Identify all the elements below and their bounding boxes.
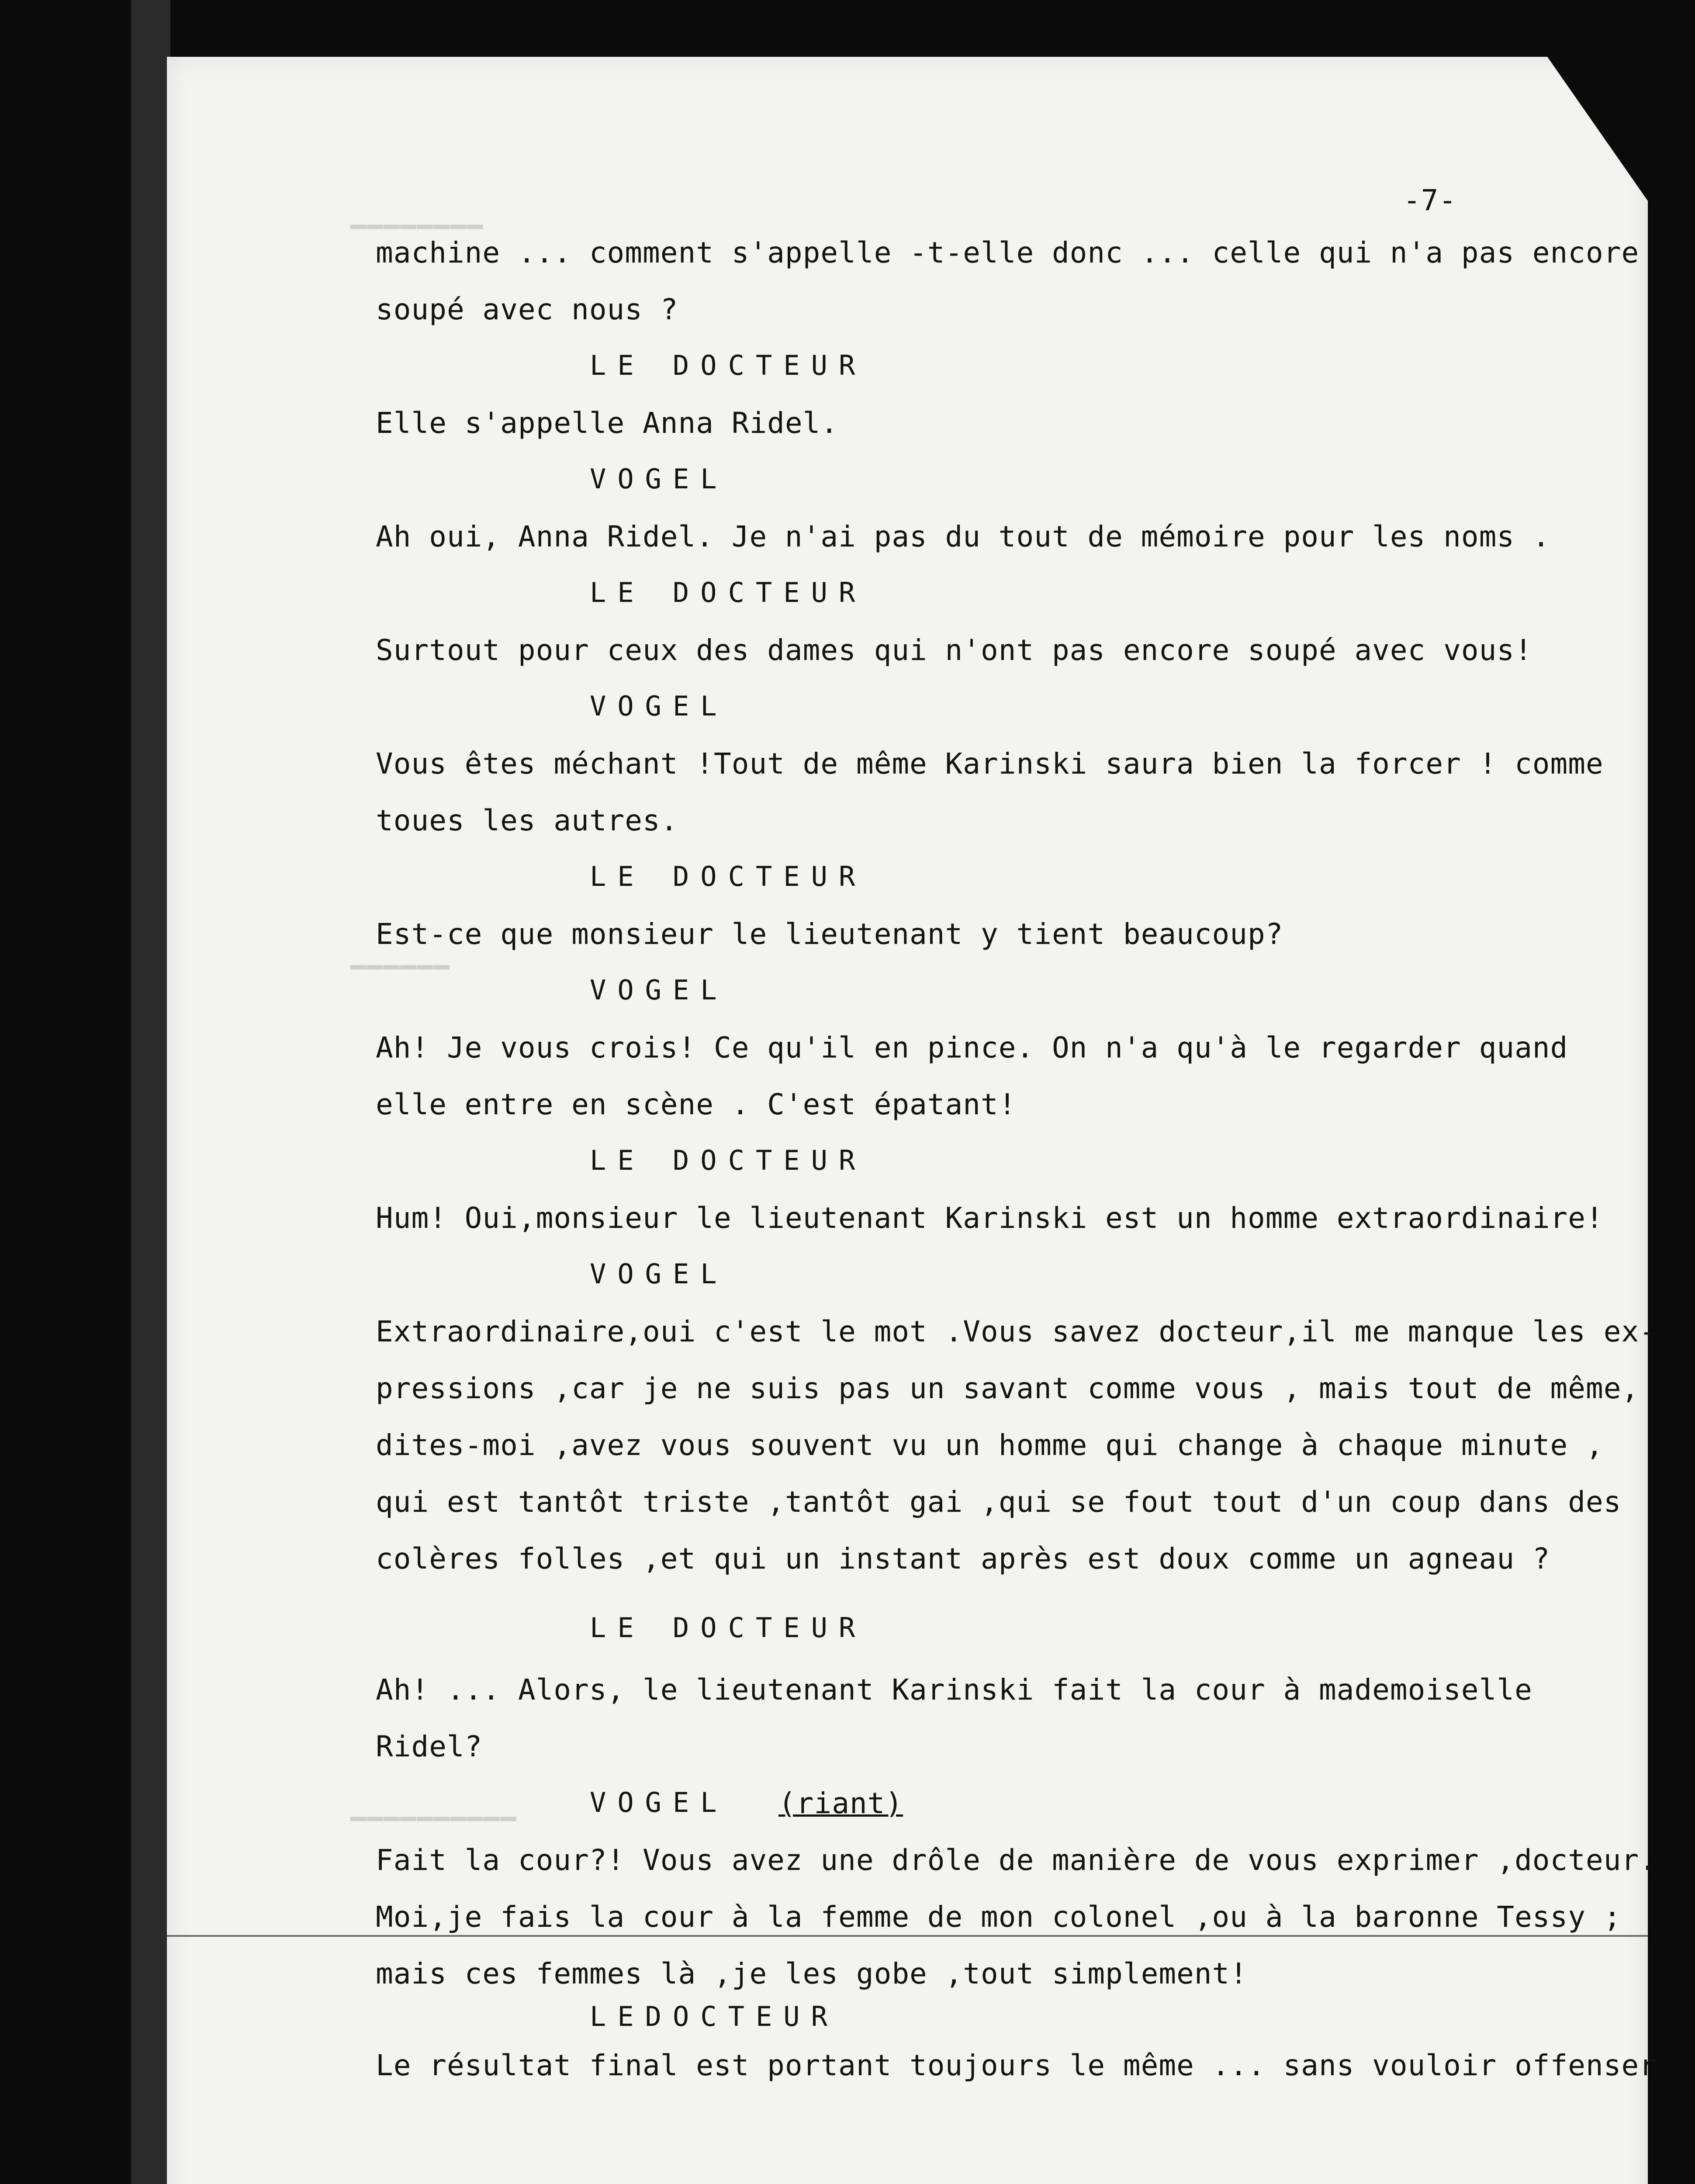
speaker-name: VOGEL (590, 974, 728, 1006)
dialogue-line: Extraordinaire,oui c'est le mot .Vous savez docteur,il me manque les ex- (376, 1315, 1657, 1348)
dialogue-line: Fait la cour?! Vous avez une drôle de manière de vous exprimer ,docteur. (376, 1843, 1657, 1877)
speaker-name: LE DOCTEUR (590, 1144, 867, 1176)
dialogue-line: pressions ,car je ne suis pas un savant comme vous , mais tout de même, (376, 1372, 1640, 1405)
dialogue-line: toues les autres. (376, 804, 678, 837)
dialogue-line: Vous êtes méchant !Tout de même Karinski saura bien la forcer ! comme (376, 747, 1604, 781)
dialogue-line: Ah oui, Anna Ridel. Je n'ai pas du tout de mémoire pour les noms . (376, 520, 1550, 553)
film-edge (131, 0, 170, 2184)
speaker-name: LEDOCTEUR (590, 2001, 839, 2032)
dialogue-line: colères folles ,et qui un instant après est doux comme un agneau ? (376, 1542, 1550, 1576)
dialogue-line: dites-moi ,avez vous souvent vu un homme qui change à chaque minute , (376, 1428, 1604, 1462)
speaker-name: VOGEL (590, 463, 728, 495)
dialogue-line: elle entre en scène . C'est épatant! (376, 1088, 1017, 1121)
page-number: -7- (1403, 183, 1457, 217)
folded-corner (1547, 57, 1648, 201)
dialogue-line: Ah! ... Alors, le lieutenant Karinski fait la cour à mademoiselle (376, 1673, 1532, 1707)
speaker-name: VOGEL (590, 1258, 728, 1290)
speaker-name: LE DOCTEUR (590, 860, 867, 892)
speaker-name: VOGEL (590, 1787, 728, 1818)
typed-page (167, 57, 1657, 2184)
dialogue-line: machine ... comment s'appelle -t-elle donc ... celle qui n'a pas encore (376, 236, 1640, 270)
speaker-name: LE DOCTEUR (590, 349, 867, 381)
dialogue-line: Elle s'appelle Anna Ridel. (376, 406, 839, 440)
dialogue-line: mais ces femmes là ,je les gobe ,tout simplement! (376, 1957, 1248, 1990)
speaker-name: LE DOCTEUR (590, 577, 867, 608)
dialogue-line: Est-ce que monsieur le lieutenant y tient beaucoup? (376, 917, 1283, 951)
dialogue-line: soupé avec nous ? (376, 293, 678, 326)
dialogue-line: Ah! Je vous crois! Ce qu'il en pince. On n'a qu'à le regarder quand (376, 1031, 1568, 1064)
stage-direction: (riant) (778, 1787, 903, 1820)
scan-divider (167, 1935, 1648, 1937)
dialogue-line: Surtout pour ceux des dames qui n'ont pas encore soupé avec vous! (376, 633, 1532, 667)
dialogue-line: Le résultat final est portant toujours le même ... sans vouloir offenser (376, 2049, 1657, 2082)
speaker-name: VOGEL (590, 690, 728, 722)
bleed-through-line: ━━━━━━━━ (350, 212, 484, 242)
speaker-name: LE DOCTEUR (590, 1612, 867, 1644)
bleed-through-line: ━━━━━━━━━━ (350, 1804, 517, 1835)
dialogue-line: Ridel? (376, 1730, 483, 1763)
dialogue-line: Hum! Oui,monsieur le lieutenant Karinski est un homme extraordinaire! (376, 1201, 1604, 1235)
dialogue-line: qui est tantôt triste ,tantôt gai ,qui se fout tout d'un coup dans des (376, 1485, 1622, 1519)
bleed-through-line: ━━━━━━ (350, 952, 450, 983)
dialogue-line: Moi,je fais la cour à la femme de mon colonel ,ou à la baronne Tessy ; (376, 1900, 1622, 1934)
